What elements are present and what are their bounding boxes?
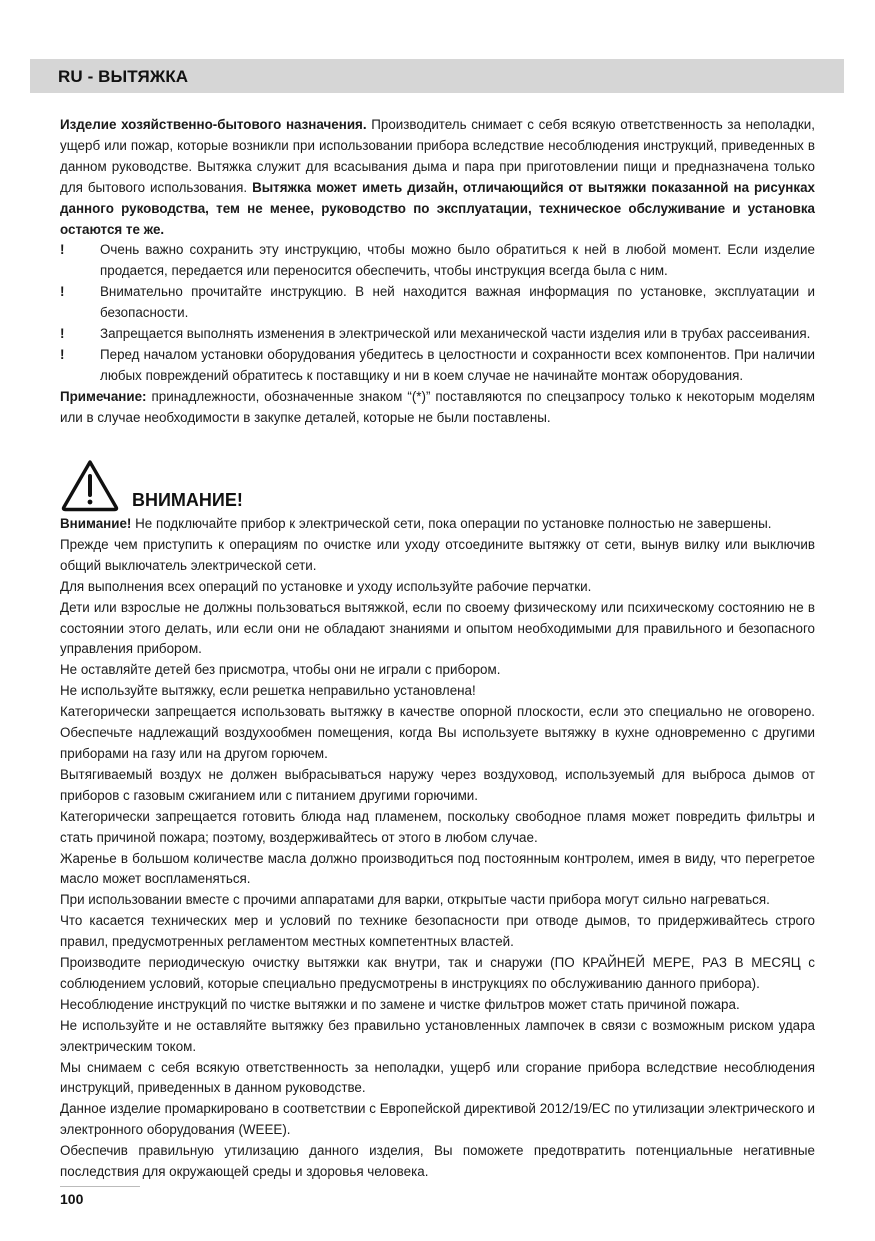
intro-lead-bold: Изделие хозяйственно-бытового назначения. xyxy=(60,117,367,132)
bullet-item xyxy=(60,240,815,282)
warning-lead-text: Не подключайте прибор к электрической сети, пока операции по установке полностью не завершены. xyxy=(131,516,772,531)
intro-section xyxy=(60,115,815,429)
warning-paragraph: Производите периодическую очистку вытяжки как внутри, так и снаружи (ПО КРАЙНЕЙ МЕРЕ, РАЗ В МЕСЯЦ с соблюдением условий, которые специально предусмотрены в инструкциях по обслуживанию данного прибора). xyxy=(60,955,815,991)
warning-paragraph: Мы снимаем с себя всякую ответственность за неполадки, ущерб или сгорание прибора вследствие несоблюдения инструкций, приведенных в данном руководстве. xyxy=(60,1059,815,1096)
warning-paragraph: Не используйте и не оставляйте вытяжку без правильно установленных лампочек в связи с возможным риском удара электрическим током. xyxy=(60,1017,815,1054)
warning-paragraph: Вытягиваемый воздух не должен выбрасываться наружу через воздуховод, используемый для выброса дымов от приборов с газовым сжиганием или с питанием другими горючими. xyxy=(60,766,815,803)
warning-paragraph: Для выполнения всех операций по установке и уходу используйте рабочие перчатки. xyxy=(60,578,592,594)
intro-paragraph xyxy=(60,115,815,240)
warning-paragraph: Жаренье в большом количестве масла должно производиться под постоянным контролем, имея в виду, что перегретое масло может воспламеняться. xyxy=(60,850,815,887)
warning-title: ВНИМАНИЕ! xyxy=(132,490,243,510)
warning-paragraph: Дети или взрослые не должны пользоваться вытяжкой, если по своему физическому или психическому состоянию не в состоянии этого делать, или если они не обладают знаниями и опытом необходимыми для правильного и безопасного управления прибором. xyxy=(60,599,815,657)
warning-paragraph: При использовании вместе с прочими аппаратами для варки, открытые части прибора могут сильно нагреваться. xyxy=(60,892,770,908)
warning-paragraph: Данное изделие промаркировано в соответствии с Европейской директивой 2012/19/EC по утилизации электрического и электронного оборудования (WEEE). xyxy=(60,1101,815,1138)
warning-paragraph: Категорически запрещается использовать вытяжку в качестве опорной плоскости, если это специально не оговорено. Обеспечьте надлежащий воздухообмен помещения, когда Вы используете вытяжку в кухне одновременно с другими приборами на газу или на другом горючем. xyxy=(60,704,815,761)
warning-paragraph: Не оставляйте детей без присмотра, чтобы они не играли с прибором. xyxy=(60,662,501,678)
section-header xyxy=(30,59,844,93)
page-number: 100 xyxy=(60,1191,84,1207)
note-paragraph xyxy=(60,387,815,429)
bullet-item xyxy=(60,345,815,387)
exclamation-icon: ! xyxy=(60,242,65,258)
note-label: Примечание: xyxy=(60,388,147,404)
warning-paragraph: Прежде чем приступить к операциям по очистке или уходу отсоедините вытяжку от сети, вынув вилку или выключив общий выключатель электрической сети. xyxy=(60,536,815,573)
warning-paragraph: Несоблюдение инструкций по чистке вытяжки и по замене и чистке фильтров может стать причиной пожара. xyxy=(60,996,740,1012)
warning-paragraph: Что касается технических мер и условий по технике безопасности при отводе дымов, то придерживайтесь строго правил, предусмотренных регламентом местных компетентных властей. xyxy=(60,913,815,950)
intro-lead-text: Производитель снимает с себя всякую ответственность за неполадки, ущерб или пожар, которые возникли при использовании прибора вследствие несоблюдения инструкций, приведенных в данном руководстве. Вытяжка служит для всасывания дыма и пара при приготовлении пищи и предназначена только для бытового использования. xyxy=(60,117,815,195)
warning-triangle-icon xyxy=(60,458,120,512)
bullet-text: Перед началом установки оборудования убедитесь в целостности и сохранности всех компонентов. При наличии любых повреждений обратитесь к поставщику и ни в коем случае не начинайте монтаж оборудования. xyxy=(100,346,815,383)
bullet-item xyxy=(60,282,815,324)
bullet-text: Запрещается выполнять изменения в электрической или механической части изделия или в трубах рассеивания. xyxy=(100,326,811,342)
warning-paragraph: Не используйте вытяжку, если решетка неправильно установлена! xyxy=(60,683,476,699)
warning-lead-label: Внимание! xyxy=(60,516,132,531)
exclamation-icon: ! xyxy=(60,346,65,362)
warning-paragraph: Категорически запрещается готовить блюда над пламенем, поскольку свободное пламя может повредить фильтры и стать причиной пожара; поэтому, воздерживайтесь от этого в любом случае. xyxy=(60,808,815,845)
warning-body xyxy=(60,514,815,1183)
intro-lead-bold-2: Вытяжка может иметь дизайн, отличающийся от вытяжки показанной на рисунках данного руководства, тем не менее, руководство по эксплуатации, техническое обслуживание и установка остаются те же. xyxy=(60,179,815,237)
bullet-item xyxy=(60,324,815,345)
note-text: принадлежности, обозначенные знаком “(*)” поставляются по спецзапросу только к некоторым моделям или в случае необходимости в закупке деталей, которые не были поставлены. xyxy=(60,388,815,425)
bullet-text: Очень важно сохранить эту инструкцию, чтобы можно было обратиться к ней в любой момент. Если изделие продается, передается или переносится обеспечить, чтобы инструкция всегда была с ним. xyxy=(100,242,815,279)
warning-heading xyxy=(60,458,815,512)
warning-paragraph: Обеспечив правильную утилизацию данного изделия, Вы поможете предотвратить потенциальные негативные последствия для окружающей среды и здоровья человека. xyxy=(60,1143,815,1180)
section-title: RU - ВЫТЯЖКА xyxy=(58,67,189,86)
exclamation-icon: ! xyxy=(60,284,65,300)
bullet-text: Внимательно прочитайте инструкцию. В ней находится важная информация по установке, эксплуатации и безопасности. xyxy=(100,284,815,321)
footer-divider xyxy=(60,1186,140,1187)
warning-paragraph xyxy=(60,514,815,535)
exclamation-icon: ! xyxy=(60,326,65,342)
